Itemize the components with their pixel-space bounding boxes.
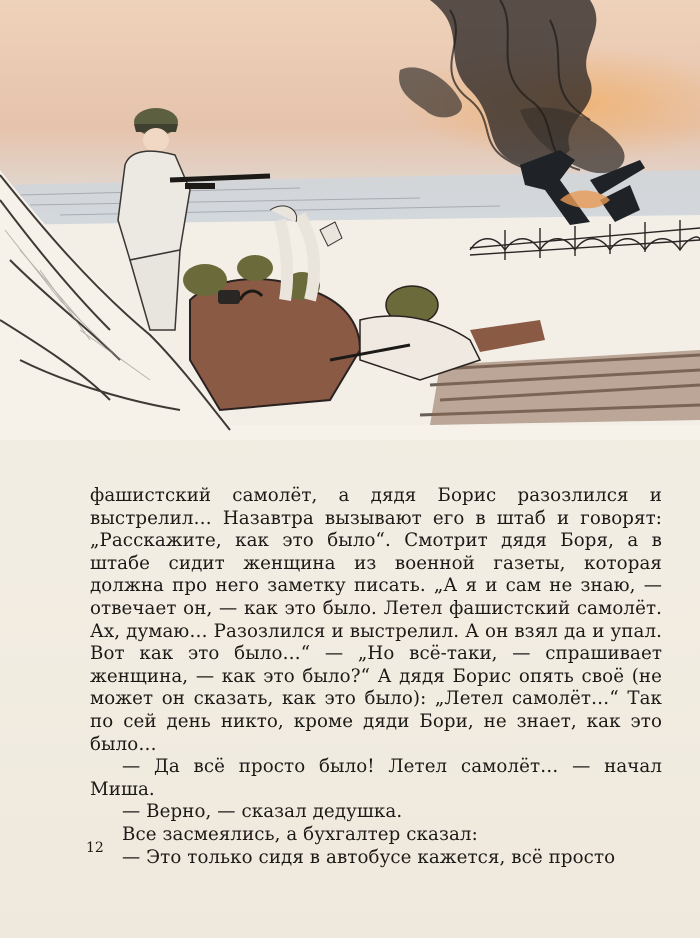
paragraph: фашистский самолёт, а дядя Борис разозлился и выстрелил… Назавтра вызывают его в штаб и говорят: „Расскажите, как это было“. Смотрит дядя Боря, а в штабе сидит женщина из военной газеты, которая должна про него заметку писать. „А я и сам не знаю, — отвечает он, — как это было. Летел фашистский самолёт. Ах, думаю… Разозлился и выстрелил. А он взял да и упал. Вот как это было…“ — „Но всё-таки, — спрашивает женщина, — как это было?“ А дядя Борис опять своё (не может он сказать, как это было): „Летел самолёт…“ Так по сей день никто, кроме дяди Бори, не знает, как это было… (90, 485, 662, 755)
paragraph: — Да всё просто было! Летел самолёт… — начал Миша. (90, 756, 662, 800)
war-illustration (0, 0, 700, 440)
paragraph: Все засмеялись, а бухгалтер сказал: (122, 823, 478, 845)
paragraph: — Верно, — сказал дедушка. (122, 801, 403, 823)
story-text (90, 485, 662, 869)
paragraph: — Это только сидя в автобусе кажется, всё просто (122, 846, 616, 868)
page-number: 12 (86, 840, 104, 856)
